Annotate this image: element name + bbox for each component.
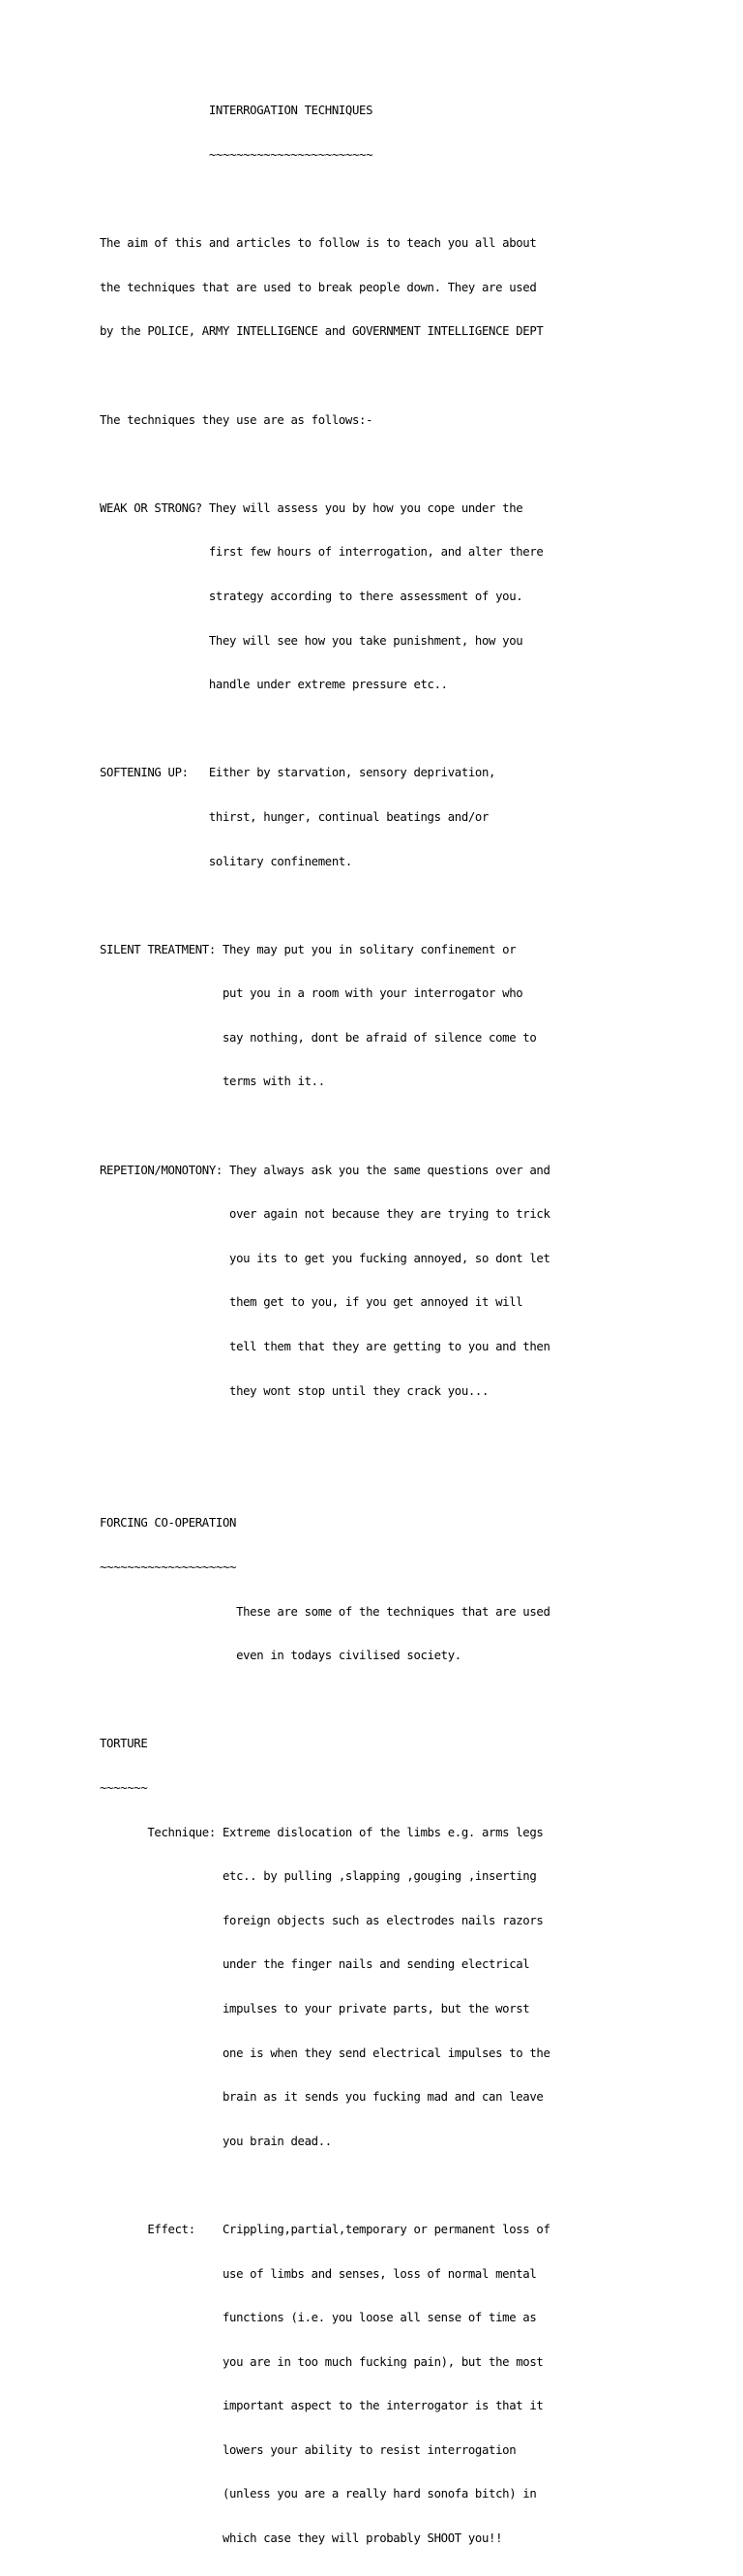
silent-treatment-line: say nothing, dont be afraid of silence come to <box>100 1030 537 1045</box>
intro-line: by the POLICE, ARMY INTELLIGENCE and GOVERNMENT INTELLIGENCE DEPT <box>100 324 544 339</box>
silent-treatment-line: SILENT TREATMENT: They may put you in solitary confinement or <box>100 942 517 956</box>
blank-line <box>100 193 550 207</box>
weak-or-strong-line: They will see how you take punishment, how you <box>100 633 523 648</box>
technique-line: Technique: Extreme dislocation of the limbs e.g. arms legs <box>100 1825 544 1839</box>
repetition-line: REPETION/MONOTONY: They always ask you the same questions over and <box>100 1163 550 1177</box>
torture-heading: TORTURE <box>100 1737 148 1751</box>
repetition-line: them get to you, if you get annoyed it will <box>100 1295 523 1310</box>
silent-treatment-line: terms with it.. <box>100 1075 325 1089</box>
blank-line <box>100 1428 550 1442</box>
doc-title: INTERROGATION TECHNIQUES <box>100 104 373 118</box>
technique-line: under the finger nails and sending electrical <box>100 1957 530 1972</box>
effect-line: you are in too much fucking pain), but the most <box>100 2354 544 2369</box>
weak-or-strong-line: first few hours of interrogation, and alter there <box>100 545 544 560</box>
forcing-cooperation-line: even in todays civilised society. <box>100 1649 461 1663</box>
technique-line: you brain dead.. <box>100 2134 332 2148</box>
forcing-cooperation-underline: ~~~~~~~~~~~~~~~~~~~~ <box>100 1561 237 1574</box>
blank-line <box>100 2178 550 2193</box>
effect-line: Effect: Crippling,partial,temporary or permanent loss of <box>100 2222 550 2236</box>
forcing-cooperation-heading: FORCING CO-OPERATION <box>100 1516 237 1530</box>
blank-line <box>100 1119 550 1134</box>
effect-line: use of limbs and senses, loss of normal mental <box>100 2266 537 2281</box>
repetition-line: over again not because they are trying to trick <box>100 1207 550 1222</box>
softening-up-line: SOFTENING UP: Either by starvation, sensory deprivation, <box>100 766 496 780</box>
forcing-cooperation-line: These are some of the techniques that are used <box>100 1604 550 1619</box>
blank-line <box>100 1472 550 1487</box>
blank-line <box>100 722 550 737</box>
blank-line <box>100 457 550 471</box>
effect-line: important aspect to the interrogator is that it <box>100 2399 544 2413</box>
repetition-line: you its to get you fucking annoyed, so dont let <box>100 1251 550 1265</box>
technique-line: etc.. by pulling ,slapping ,gouging ,inserting <box>100 1869 537 1884</box>
technique-line: one is when they send electrical impulses to the <box>100 2046 550 2060</box>
softening-up-line: thirst, hunger, continual beatings and/or <box>100 809 490 824</box>
effect-line: lowers your ability to resist interrogation <box>100 2442 517 2457</box>
weak-or-strong-line: WEAK OR STRONG? They will assess you by how you cope under the <box>100 500 523 515</box>
technique-line: impulses to your private parts, but the worst <box>100 2001 530 2015</box>
effect-line: functions (i.e. you loose all sense of time as <box>100 2311 537 2325</box>
weak-or-strong-line: handle under extreme pressure etc.. <box>100 678 448 692</box>
document-text <box>100 75 550 2576</box>
blank-line <box>100 1693 550 1708</box>
techniques-heading: The techniques they use are as follows:- <box>100 412 373 427</box>
technique-line: brain as it sends you fucking mad and can leave <box>100 2090 544 2105</box>
repetition-line: tell them that they are getting to you and then <box>100 1340 550 1354</box>
intro-line: The aim of this and articles to follow is to teach you all about <box>100 236 537 251</box>
intro-line: the techniques that are used to break people down. They are used <box>100 280 537 294</box>
weak-or-strong-line: strategy according to there assessment of you. <box>100 589 523 603</box>
blank-line <box>100 898 550 913</box>
effect-line: (unless you are a really hard sonofa bitch) in <box>100 2487 537 2501</box>
torture-underline: ~~~~~~~ <box>100 1780 148 1795</box>
technique-line: foreign objects such as electrodes nails razors <box>100 1913 544 1927</box>
silent-treatment-line: put you in a room with your interrogator who <box>100 986 523 1001</box>
doc-title-underline: ~~~~~~~~~~~~~~~~~~~~~~~~ <box>100 148 373 162</box>
effect-line: which case they will probably SHOOT you!! <box>100 2531 503 2546</box>
blank-line <box>100 369 550 383</box>
softening-up-line: solitary confinement. <box>100 854 352 868</box>
repetition-line: they wont stop until they crack you... <box>100 1383 490 1398</box>
